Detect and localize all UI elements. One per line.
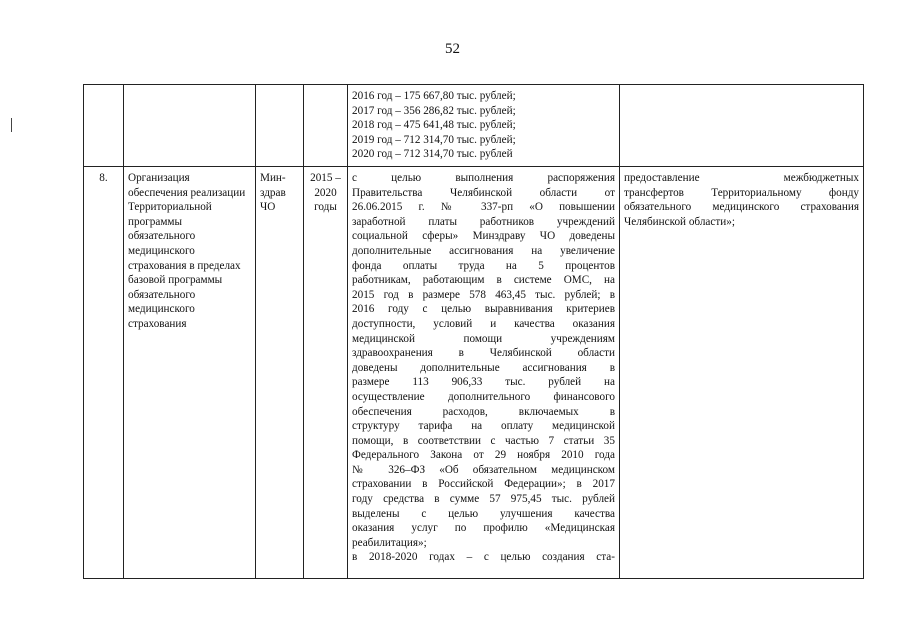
description-line: размере 113 906,33 тыс. рублей на xyxy=(352,376,615,389)
table-row-previous xyxy=(84,85,864,167)
description-line: фонда оплаты труда на 5 процентов xyxy=(352,259,615,272)
description-line: 26.06.2015 г. № 337-рп «О повышении xyxy=(352,201,615,214)
cell-name-empty xyxy=(124,85,256,167)
description-line: оказания услуг по профилю «Медицинская xyxy=(352,522,615,535)
amount-2016: 2016 год – 175 667,80 тыс. рублей; xyxy=(352,90,516,102)
description-line: структуру тарифа на оплату медицинской xyxy=(352,420,615,433)
row-description xyxy=(348,167,620,579)
description-line: доведены дополнительные ассигнования в xyxy=(352,361,615,374)
description-line: № 326–ФЗ «Об обязательном медицинском xyxy=(352,463,615,476)
page-number: 52 xyxy=(445,41,460,57)
cell-amounts xyxy=(348,85,620,167)
description-line: 2016 году с целью выравнивания критериев xyxy=(352,303,615,316)
description-line: доступности, условий и качества оказания xyxy=(352,317,615,330)
result-line: обязательного медицинского страхования xyxy=(624,201,859,214)
description-line: дополнительные ассигнования на увеличение xyxy=(352,244,615,257)
cell-result-empty xyxy=(620,85,864,167)
description-line: реабилитация»; xyxy=(352,536,427,549)
description-line: году средства в сумме 57 975,45 тыс. рублей xyxy=(352,493,615,506)
cell-executor-empty xyxy=(256,85,304,167)
row-result xyxy=(620,167,864,579)
amount-2019: 2019 год – 712 314,70 тыс. рублей; xyxy=(352,133,516,146)
description-line: медицинской помощи учреждениям xyxy=(352,332,615,345)
amount-2017: 2017 год – 356 286,82 тыс. рублей; xyxy=(352,104,516,117)
row-name xyxy=(124,167,256,579)
program-table xyxy=(83,84,864,579)
amount-2018: 2018 год – 475 641,48 тыс. рублей; xyxy=(352,119,516,132)
description-line: страховании в Российской Федерации»; в 2017 xyxy=(352,478,615,491)
description-line: здравоохранения в Челябинской области xyxy=(352,347,615,360)
description-line: выделены с целью улучшения качества xyxy=(352,507,615,520)
description-line: 2015 год в размере 578 463,45 тыс. рублей; в xyxy=(352,288,615,301)
description-line: Правительства Челябинской области от xyxy=(352,186,615,199)
cell-number-empty xyxy=(84,85,124,167)
result-line: трансфертов Территориальному фонду xyxy=(624,186,859,199)
amount-2020: 2020 год – 712 314,70 тыс. рублей xyxy=(352,148,513,161)
result-line: Челябинской области»; xyxy=(624,215,735,228)
description-line: социальной сферы» Минздраву ЧО доведены xyxy=(352,230,615,243)
description-line: обеспечения расходов, включаемых в xyxy=(352,405,615,418)
description-line: осуществление дополнительного финансового xyxy=(352,390,615,403)
table-row-8 xyxy=(84,167,864,579)
margin-mark xyxy=(11,118,12,132)
description-line: с целью выполнения распоряжения xyxy=(352,172,615,184)
row-executor xyxy=(256,167,304,579)
description-line: работникам, работающим в системе ОМС, на xyxy=(352,274,615,287)
cell-period-empty xyxy=(304,85,348,167)
row-period xyxy=(304,167,348,579)
row-name-text: Организация обеспечения реализации Территориальной программы обязательного медицинского страхования в пределах базовой программы обязательного медицинского страхования xyxy=(128,172,246,330)
row-executor-text: Мин-здрав ЧО xyxy=(260,172,286,214)
result-line: предоставление межбюджетных xyxy=(624,172,859,184)
description-line: помощи, в соответствии с частью 7 статьи 35 xyxy=(352,434,615,447)
row-period-text: 2015 – 2020 годы xyxy=(310,172,341,214)
description-line: в 2018-2020 годах – с целью создания ста- xyxy=(352,551,615,564)
description-line: заработной платы работников учреждений xyxy=(352,215,615,228)
row-number: 8. xyxy=(84,167,124,579)
description-line: Федерального Закона от 29 ноября 2010 года xyxy=(352,449,615,462)
